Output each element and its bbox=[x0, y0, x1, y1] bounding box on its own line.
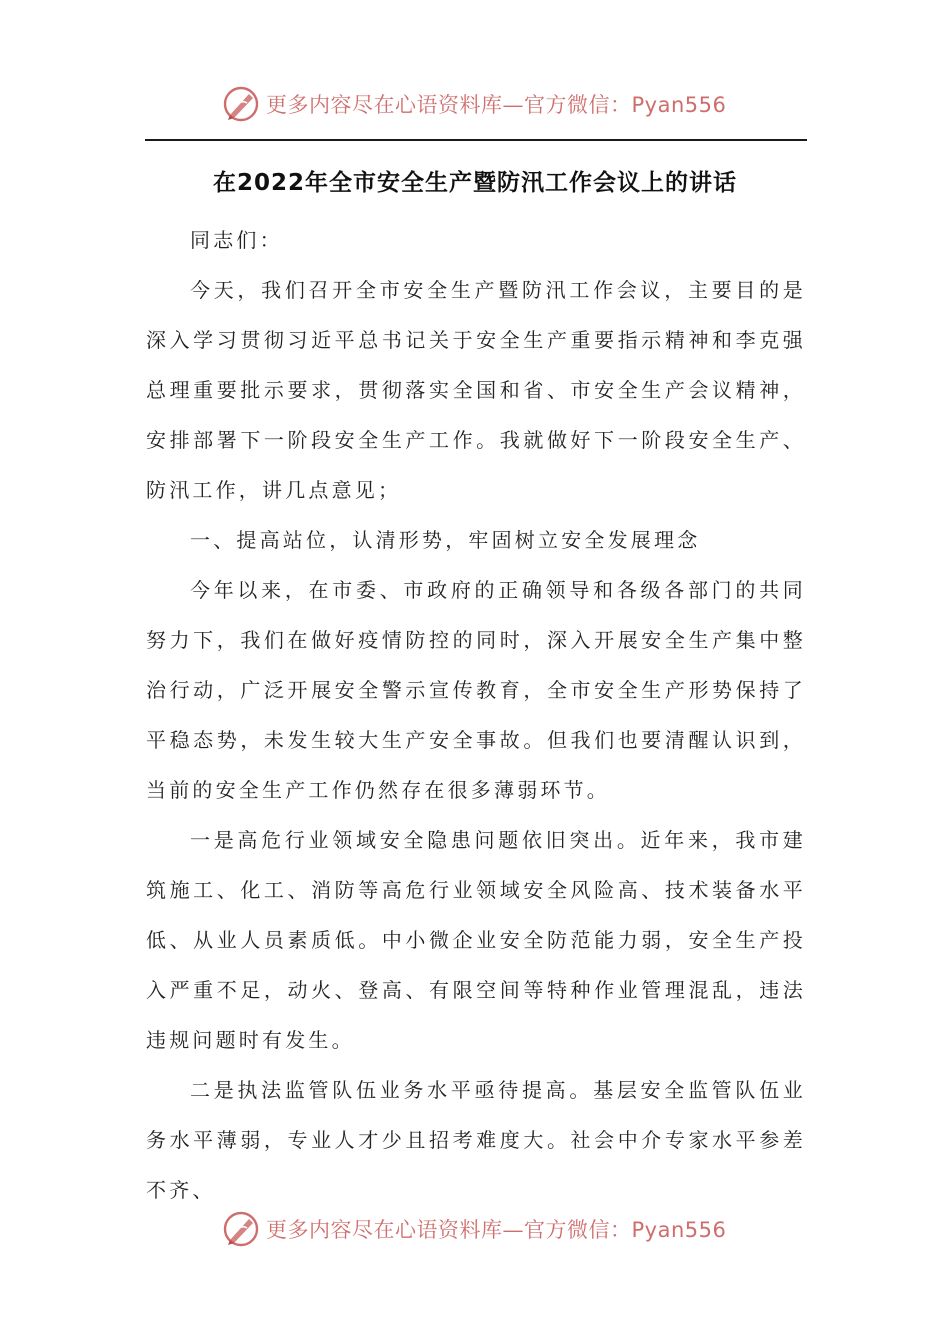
dash: — bbox=[502, 1218, 524, 1242]
wechat-id: Pyan556 bbox=[631, 1218, 727, 1242]
watermark-text bbox=[266, 89, 726, 119]
header-banner bbox=[0, 80, 950, 128]
document-title: 在2022年全市安全生产暨防汛工作会议上的讲话 bbox=[212, 170, 737, 196]
dash: — bbox=[502, 93, 524, 117]
pen-logo-icon bbox=[222, 1210, 260, 1248]
wechat-id: Pyan556 bbox=[631, 93, 727, 117]
paragraph: 同志们： bbox=[190, 228, 283, 252]
paragraph: 二是执法监管队伍业务水平亟待提高。基层安全监管队伍业务水平薄弱，专业人才少且招考难度大。社会中介专家水平参差不齐、 bbox=[146, 1078, 806, 1202]
pen-logo-icon bbox=[222, 85, 260, 123]
site-name: 更多内容尽在心语资料库 bbox=[266, 1218, 503, 1242]
header-rule bbox=[145, 139, 807, 141]
paragraph: 今年以来，在市委、市政府的正确领导和各级各部门的共同努力下，我们在做好疫情防控的同时，深入开展安全生产集中整治行动，广泛开展安全警示宣传教育，全市安全生产形势保持了平稳态势，未发生较大生产安全事故。但我们也要清醒认识到，当前的安全生产工作仍然存在很多薄弱环节。 bbox=[146, 578, 806, 802]
footer-banner bbox=[0, 1205, 950, 1253]
document-body bbox=[146, 215, 806, 1215]
wechat-label: 官方微信： bbox=[524, 1218, 632, 1242]
section-heading: 一、提高站位，认清形势，牢固树立安全发展理念 bbox=[190, 528, 701, 552]
wechat-label: 官方微信： bbox=[524, 93, 632, 117]
watermark-text bbox=[266, 1214, 726, 1244]
site-name: 更多内容尽在心语资料库 bbox=[266, 93, 503, 117]
paragraph: 一是高危行业领域安全隐患问题依旧突出。近年来，我市建筑施工、化工、消防等高危行业领域安全风险高、技术装备水平低、从业人员素质低。中小微企业安全防范能力弱，安全生产投入严重不足，动火、登高、有限空间等特种作业管理混乱，违法违规问题时有发生。 bbox=[146, 828, 806, 1052]
paragraph: 今天，我们召开全市安全生产暨防汛工作会议，主要目的是深入学习贯彻习近平总书记关于安全生产重要指示精神和李克强总理重要批示要求，贯彻落实全国和省、市安全生产会议精神，安排部署下一阶段安全生产工作。我就做好下一阶段安全生产、防汛工作，讲几点意见； bbox=[146, 278, 806, 502]
